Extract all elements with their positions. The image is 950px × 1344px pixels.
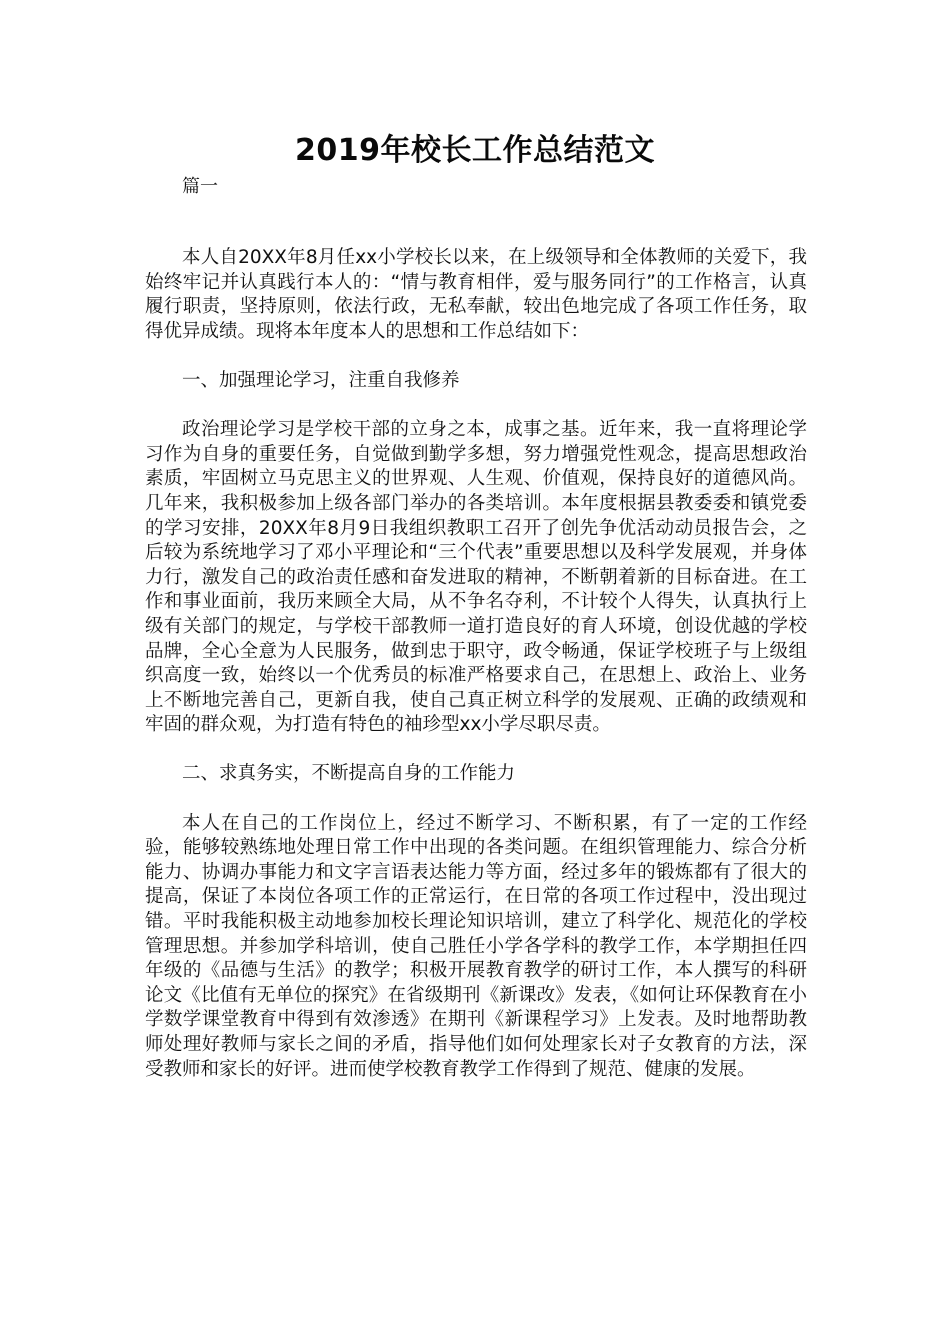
- section-label: 篇一: [182, 176, 218, 197]
- section-heading-1: 一、加强理论学习，注重自我修养: [182, 369, 460, 391]
- document-body: [145, 246, 807, 1107]
- body-paragraph-2: 本人在自己的工作岗位上，经过不断学习、不断积累，有了一定的工作经验，能够较熟练地处理日常工作中出现的各类问题。在组织管理能力、综合分析能力、协调办事能力和文字言语表达能力等方面，经过多年的锻炼都有了很大的提高，保证了本岗位各项工作的正常运行，在日常的各项工作过程中，没出现过错。平时我能积极主动地参加校长理论知识培训，建立了科学化、规范化的学校管理思想。并参加学科培训，使自己胜任小学各学科的教学工作，本学期担任四年级的《品德与生活》的教学；积极开展教育教学的研讨工作，本人撰写的科研论文《比值有无单位的探究》在省级期刊《新课改》发表，《如何让环保教育在小学数学课堂教育中得到有效渗透》在期刊《新课程学习》上发表。及时地帮助教师处理好教师与家长之间的矛盾，指导他们如何处理家长对子女教育的方法，深受教师和家长的好评。进而使学校教育教学工作得到了规范、健康的发展。: [145, 812, 807, 1080]
- body-paragraph-1: 政治理论学习是学校干部的立身之本，成事之基。近年来，我一直将理论学习作为自身的重要任务，自觉做到勤学多想，努力增强党性观念，提高思想政治素质，牢固树立马克思主义的世界观、人生观、价值观，保持良好的道德风尚。几年来，我积极参加上级各部门举办的各类培训。本年度根据县教委委和镇党委的学习安排，20XX年8月9日我组织教职工召开了创先争优活动动员报告会，之后较为系统地学习了邓小平理论和“三个代表”重要思想以及科学发展观，并身体力行，激发自己的政治责任感和奋发进取的精神，不断朝着新的目标奋进。在工作和事业面前，我历来顾全大局，从不争名夺利，不计较个人得失，认真执行上级有关部门的规定，与学校干部教师一道打造良好的育人环境，创设优越的学校品牌，全心全意为人民服务，做到忠于职守，政令畅通，保证学校班子与上级组织高度一致，始终以一个优秀员的标准严格要求自己，在思想上、政治上、业务上不断地完善自己，更新自我，使自己真正树立科学的发展观、正确的政绩观和牢固的群众观，为打造有特色的袖珍型xx小学尽职尽责。: [145, 419, 807, 736]
- intro-paragraph: 本人自20XX年8月任xx小学校长以来，在上级领导和全体教师的关爱下，我始终牢记并认真践行本人的：“情与教育相伴，爱与服务同行”的工作格言，认真履行职责，坚持原则，依法行政，无私奉献，较出色地完成了各项工作任务，取得优异成绩。现将本年度本人的思想和工作总结如下：: [145, 247, 807, 342]
- section-heading-2: 二、求真务实，不断提高自身的工作能力: [182, 763, 516, 785]
- document-title: 2019年校长工作总结范文: [295, 133, 655, 168]
